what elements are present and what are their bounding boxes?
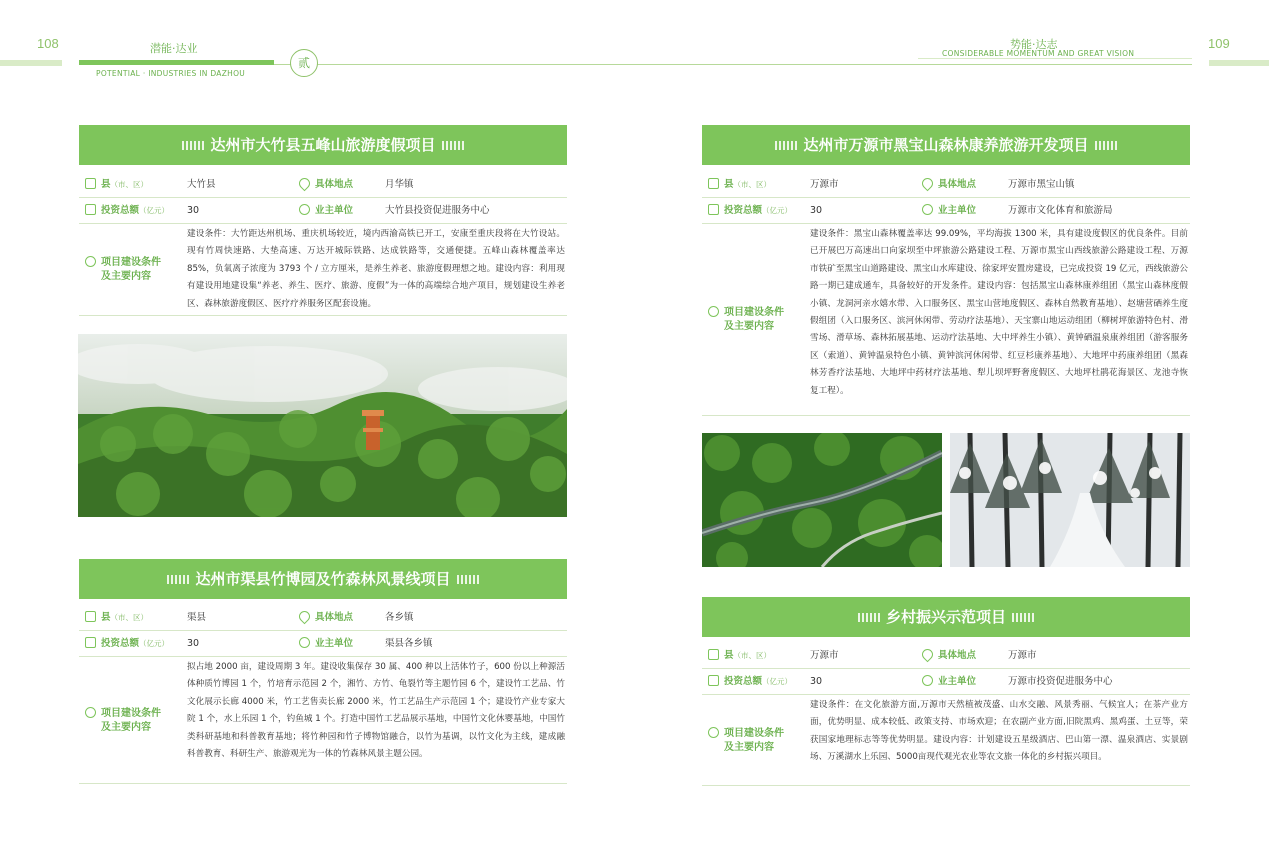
investment-value: 30 <box>187 638 200 649</box>
mountain-forest-illustration <box>78 334 567 517</box>
owner-value: 大竹县投资促进服务中心 <box>385 205 490 216</box>
project-title-text: 达州市渠县竹博园及竹森林风景线项目 <box>195 570 451 588</box>
project-title <box>702 125 1190 165</box>
county-value: 万源市 <box>810 650 839 661</box>
project-title-text: 乡村振兴示范项目 <box>885 608 1006 626</box>
right-header-underline <box>918 58 1192 59</box>
project-title-text: 达州市大竹县五峰山旅游度假项目 <box>210 136 436 154</box>
title-decoration <box>457 575 479 584</box>
title-decoration <box>167 575 189 584</box>
left-section-bar <box>79 60 274 65</box>
chapter-emblem: 贰 <box>290 49 318 77</box>
title-decoration <box>775 141 797 150</box>
title-decoration <box>1012 613 1034 622</box>
location-pin-icon <box>297 609 313 625</box>
content-label: 项目建设条件 及主要内容 <box>708 727 784 755</box>
building-icon <box>85 178 96 189</box>
info-icon <box>85 707 96 718</box>
county-label: 县（市、区） <box>708 172 771 197</box>
county-value: 大竹县 <box>187 179 216 190</box>
left-section-subtitle: POTENTIAL · INDUSTRIES IN DAZHOU <box>96 69 246 78</box>
left-page-number: 108 <box>37 36 59 51</box>
owner-icon <box>299 637 310 648</box>
left-header-bar <box>0 60 62 66</box>
investment-value: 30 <box>810 205 823 216</box>
right-section-subtitle: CONSIDERABLE MOMENTUM AND GREAT VISION <box>942 49 1135 58</box>
photo-snowy-forest <box>950 433 1190 567</box>
info-icon <box>708 306 719 317</box>
photo-mountain-forest <box>78 334 567 517</box>
money-icon <box>85 637 96 648</box>
snowy-forest-illustration <box>950 433 1190 567</box>
building-icon <box>708 178 719 189</box>
owner-label: 业主单位 <box>922 198 976 223</box>
content-label: 项目建设条件 及主要内容 <box>85 707 161 735</box>
owner-label: 业主单位 <box>922 669 976 694</box>
content-text: 建设条件：大竹距达州机场、重庆机场较近，境内西渝高铁已开工，安康至重庆段将在大竹设站。现有竹周快速路、大垫高速、万达开城际铁路、达成铁路等，交通便捷。五峰山森林覆盖率达 85%，负氧离子浓度为 3793 个 / 立方厘米，是养生养老、旅游度假理想之地。建设内容：利用现有建设用地建设集“养老、养生、医疗、旅游、度假”为一体的高端综合地产项目，规划建设生养老区、森林旅游度假区、医疗疗养服务区配套设施。 <box>187 229 565 309</box>
right-page-number: 109 <box>1208 36 1230 51</box>
info-row <box>702 172 1190 198</box>
owner-icon <box>299 204 310 215</box>
content-text: 建设条件：在文化旅游方面,万源市天然植被茂盛、山水交融、风景秀丽、气候宜人；在茶产业方面，优势明显、成本较低、政策支持、市场欢迎；在农副产业方面,旧院黑鸡、黑鸡蛋、土豆等，荣获国家地理标志等等优势明显。建设内容：计划建设五星级酒店、巴山第一漂、温泉酒店、实景剧场、万溪湖水上乐园、5000亩现代观光农业等农文旅一体化的乡村振兴项目。 <box>810 700 1188 763</box>
info-row <box>702 669 1190 695</box>
investment-label: 投资总额（亿元） <box>708 198 792 223</box>
content-text: 拟占地 2000 亩，建设周期 3 年。建设收集保存 30 属、400 种以上活体竹子，600 份以上种源活体种质竹博园 1 个，竹培育示范园 2 个，湘竹、方竹、龟裂竹等主题竹园 6 个，建设竹工艺品、竹文化展示长廊 4000 米，竹工艺售卖长廊 2000 米，竹工艺品生产示范园 1 个；建设竹产业专家大院 1 个，水上乐园 1 个，钓鱼城 1 个。打造中国竹工艺品展示基地，中国竹文化休婴基地，中国竹类科研基地和科普教育基地；将竹种园和竹子博物馆融合，以竹为基调，以竹文化为主线，建成融科普教育、科研生产、旅游观光为一体的竹森林风景主题公园。 <box>187 662 565 760</box>
project-title <box>702 597 1190 637</box>
project-title-text: 达州市万源市黑宝山森林康养旅游开发项目 <box>803 136 1089 154</box>
title-decoration <box>442 141 464 150</box>
owner-icon <box>922 675 933 686</box>
location-label: 具体地点 <box>299 172 353 197</box>
owner-icon <box>922 204 933 215</box>
location-value: 万源市黑宝山镇 <box>1008 179 1075 190</box>
location-value: 月华镇 <box>385 179 414 190</box>
location-pin-icon <box>920 176 936 192</box>
info-row <box>79 605 567 631</box>
content-row <box>79 657 567 784</box>
content-label: 项目建设条件 及主要内容 <box>85 256 161 284</box>
investment-label: 投资总额（亿元） <box>708 669 792 694</box>
project-title <box>79 125 567 165</box>
info-row <box>702 198 1190 224</box>
investment-label: 投资总额（亿元） <box>85 631 169 656</box>
county-label: 县（市、区） <box>85 172 148 197</box>
left-section-title: 潜能·达业 <box>150 42 198 55</box>
location-label: 具体地点 <box>922 172 976 197</box>
county-label: 县（市、区） <box>85 605 148 630</box>
info-row <box>79 172 567 198</box>
photo-forest-valley <box>702 433 942 567</box>
county-label: 县（市、区） <box>708 643 771 668</box>
location-label: 具体地点 <box>922 643 976 668</box>
owner-label: 业主单位 <box>299 631 353 656</box>
title-decoration <box>182 141 204 150</box>
content-text: 建设条件：黑宝山森林覆盖率达 99.09%，平均海拔 1300 米，具有建设度假区的优良条件。目前已开展巴万高速出口向家坝至中坪旅游公路建设工程、万源市黑宝山西线旅游公路建设工程、万源市铁矿至黑宝山道路建设、黑宝山水库建设、徐家坪安置房建设，已完成投资 19 亿元，西线旅游公路一期已建成通车，具备较好的开发条件。建设内容：包括黑宝山森林康养组团（黑宝山森林度假小镇、龙洞河亲水嬉水带、入口服务区、黑宝山营地度假区、森林自然教育基地）、赵塘营硒养生度假组团（入口服务区、滨河休闲带、劳动疗法基地）、天宝寨山地运动组团（柳树坪旅游特色村、滑雪场、滑草场、森林拓展基地、运动疗法基地、大中坪养生小镇）、黄钟硒温泉康养组团（游客服务区（索道）、黄钟温泉特色小镇、黄钟滨河休闲带、红豆杉康养基地）、大地坪中药康养组团（黑森林芳香疗法基地、大地坪中药材疗法基地、犁儿坝坪野奢度假区、大地坪杜鹃花海景区、龙池寺恢复工程）。 <box>810 229 1188 396</box>
info-icon <box>708 727 719 738</box>
investment-value: 30 <box>810 676 823 687</box>
building-icon <box>85 611 96 622</box>
owner-value: 万源市文化体育和旅游局 <box>1008 205 1113 216</box>
header-divider-line <box>274 64 1192 65</box>
content-row <box>702 224 1190 416</box>
owner-label: 业主单位 <box>299 198 353 223</box>
owner-value: 渠县各乡镇 <box>385 638 433 649</box>
investment-label: 投资总额（亿元） <box>85 198 169 223</box>
forest-valley-illustration <box>702 433 942 567</box>
project-title <box>79 559 567 599</box>
money-icon <box>708 204 719 215</box>
money-icon <box>708 675 719 686</box>
content-row <box>79 224 567 316</box>
location-label: 具体地点 <box>299 605 353 630</box>
location-value: 各乡镇 <box>385 612 414 623</box>
info-icon <box>85 256 96 267</box>
location-value: 万源市 <box>1008 650 1037 661</box>
investment-value: 30 <box>187 205 200 216</box>
info-row <box>702 643 1190 669</box>
owner-value: 万源市投资促进服务中心 <box>1008 676 1113 687</box>
county-value: 渠县 <box>187 612 207 623</box>
right-header-bar <box>1209 60 1269 66</box>
title-decoration <box>858 613 880 622</box>
right-section-title: 势能·达志 <box>1010 38 1058 51</box>
money-icon <box>85 204 96 215</box>
location-pin-icon <box>297 176 313 192</box>
county-value: 万源市 <box>810 179 839 190</box>
info-row <box>79 631 567 657</box>
content-row <box>702 695 1190 786</box>
content-label: 项目建设条件 及主要内容 <box>708 306 784 334</box>
info-row <box>79 198 567 224</box>
location-pin-icon <box>920 647 936 663</box>
title-decoration <box>1095 141 1117 150</box>
building-icon <box>708 649 719 660</box>
